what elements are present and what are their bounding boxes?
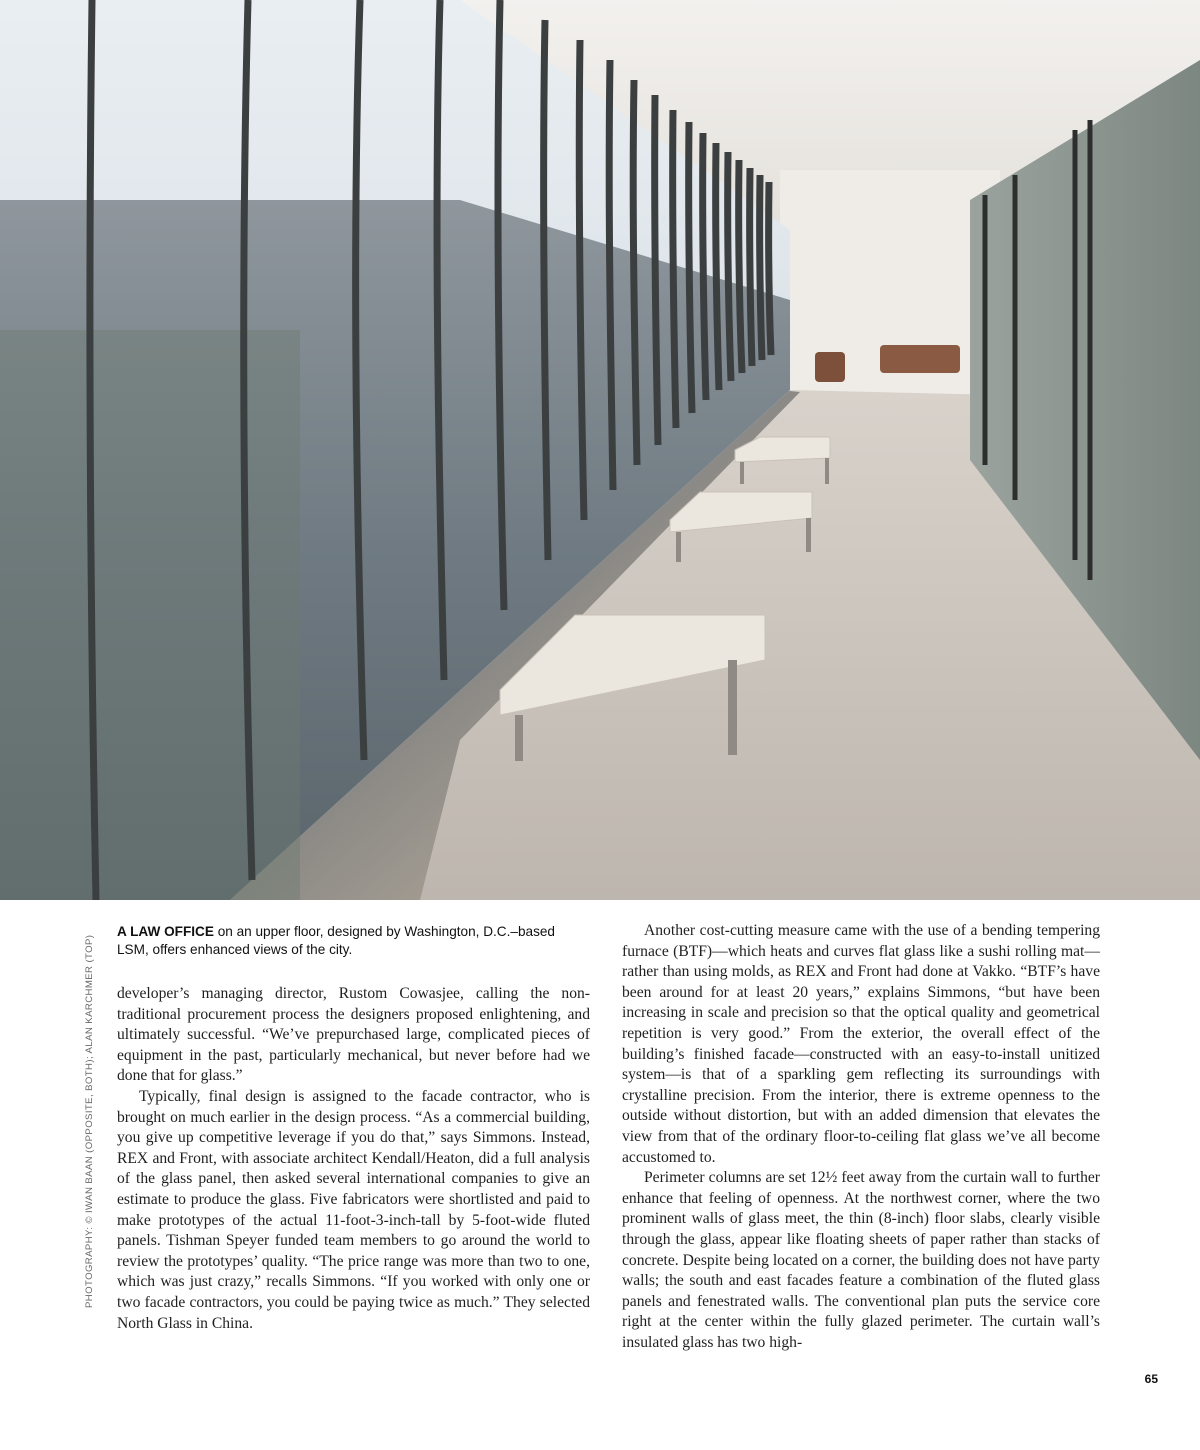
left-paragraph-1: developer’s managing director, Rustom Cowasjee, calling the non-traditional procurement process the designers proposed enlightening, and ultimately successful. “We’ve prepurchased large, complicated pieces of equipment in the past, particularly mechanical, but never before had we done that for glass.” xyxy=(117,985,590,1085)
caption-text: on an upper floor, designed by Washington, D.C.–based LSM, offers enhanced views of the city. xyxy=(117,924,555,957)
photo-caption xyxy=(117,923,589,959)
photo-credit: PHOTOGRAPHY: © IWAN BAAN (OPPOSITE, BOTH); ALAN KARCHMER (TOP) xyxy=(84,934,95,1308)
left-paragraph-2: Typically, final design is assigned to the facade contractor, who is brought on much earlier in the design process. “As a commercial building, you give up competitive leverage if you do that,” says Simmons. Instead, REX and Front, with associate architect Kendall/Heaton, did a full analysis of the glass panel, then asked several international companies to give an estimate to produce the glass. Five fabricators were shortlisted and paid to make prototypes of the actual 11-foot-3-inch-tall by 5-foot-wide fluted panels. Tishman Speyer funded team members to go around the world to review the prototypes’ quality. “The price range was more than two to one, which was just crazy,” recalls Simmons. “If you worked with only one or two facade contractors, you could be paying twice as much.” They selected North Glass in China. xyxy=(117,1087,590,1332)
left-text-column xyxy=(117,984,590,1334)
right-text-column xyxy=(622,921,1100,1353)
page-number: 65 xyxy=(1144,1372,1158,1386)
right-paragraph-1: Another cost-cutting measure came with the use of a bending tempering furnace (BTF)—which heats and curves flat glass like a sushi rolling mat—rather than using molds, as REX and Front had done at Vakko. “BTF’s have been around for at least 20 years,” explains Simmons, “but have been increasing in scale and precision so that the optical quality and geometrical repetition is very good.” From the exterior, the overall effect of the building’s finished facade—constructed with an easy-to-install unitized system—is that of a sparkling gem reflecting its surroundings with crystalline precision. From the interior, there is extreme openness to the outside without distortion, but with an added dimension that elevates the view from that of the ordinary floor-to-ceiling flat glass we’ve all become accustomed to. xyxy=(622,922,1100,1166)
caption-lead: A LAW OFFICE xyxy=(117,924,214,939)
right-paragraph-2: Perimeter columns are set 12½ feet away from the curtain wall to further enhance that feeling of openness. At the northwest corner, where the two prominent walls of glass meet, the thin (8-inch) floor slabs, clearly visible through the glass, appear like floating sheets of paper rather than stacks of concrete. Despite being located on a corner, the building does not have party walls; the south and east facades feature a combination of the fluted glass panels and fenestrated walls. The conventional plan puts the service core right at the center within the fully glazed perimeter. The curtain wall’s insulated glass has two high- xyxy=(622,1169,1100,1351)
